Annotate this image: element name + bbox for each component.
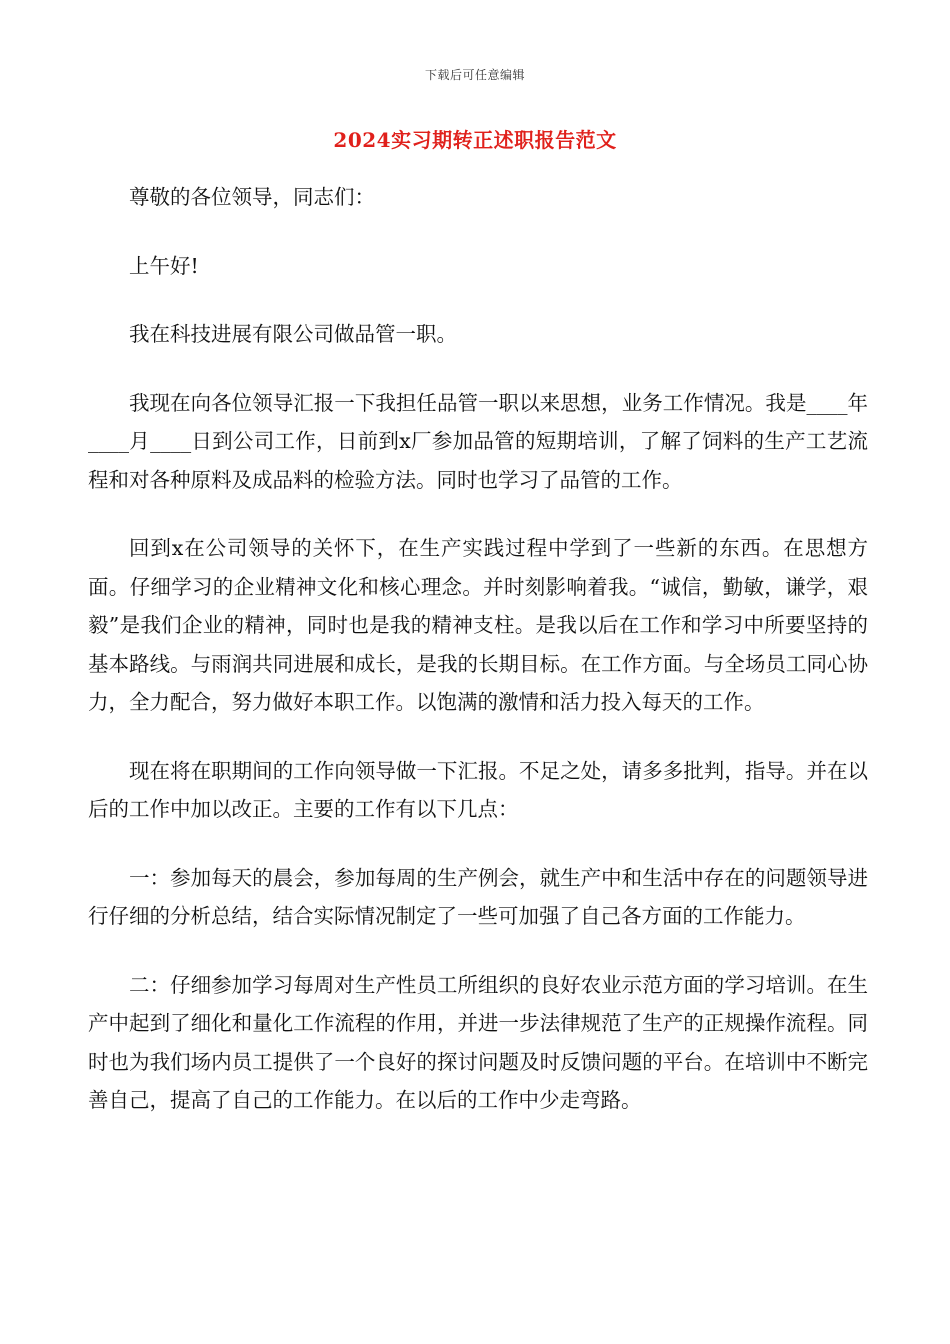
paragraph-point-one: 一：参加每天的晨会，参加每周的生产例会，就生产中和生活中存在的问题领导进行仔细的分析总结，结合实际情况制定了一些可加强了自己各方面的工作能力。 bbox=[88, 865, 868, 928]
paragraph-intro: 我在科技进展有限公司做品管一职。 bbox=[129, 322, 457, 346]
paragraph-return: 回到x在公司领导的关怀下，在生产实践过程中学到了一些新的东西。在思想方面。仔细学习的企业精神文化和核心理念。并时刻影响着我。“诚信，勤敏，谦学，艰毅”是我们企业的精神，同时也是我的精神支柱。是我以后在工作和学习中所要坚持的基本路线。与雨润共同进展和成长，是我的长期目标。在工作方面。与全场员工同心协力，全力配合，努力做好本职工作。以饱满的激情和活力投入每天的工作。 bbox=[88, 536, 868, 714]
paragraph-summary: 现在将在职期间的工作向领导做一下汇报。不足之处，请多多批判，指导。并在以后的工作中加以改正。主要的工作有以下几点： bbox=[88, 758, 868, 821]
paragraph-point-two: 二：仔细参加学习每周对生产性员工所组织的良好农业示范方面的学习培训。在生产中起到了细化和量化工作流程的作用，并进一步法律规范了生产的正规操作流程。同时也为我们场内员工提供了一个良好的探讨问题及时反馈问题的平台。在培训中不断完善自己，提高了自己的工作能力。在以后的工作中少走弯路。 bbox=[88, 972, 868, 1112]
greeting: 上午好! bbox=[129, 253, 199, 278]
document-body bbox=[88, 178, 868, 1150]
document-title: 2024实习期转正述职报告范文 bbox=[333, 128, 617, 152]
header-note: 下载后可任意编辑 bbox=[424, 68, 525, 82]
paragraph-report: 我现在向各位领导汇报一下我担任品管一职以来思想，业务工作情况。我是____年____月____日到公司工作，日前到x厂参加品管的短期培训，了解了饲料的生产工艺流程和对各种原料及成品料的检验方法。同时也学习了品管的工作。 bbox=[88, 390, 868, 492]
salutation: 尊敬的各位领导，同志们： bbox=[129, 185, 375, 209]
